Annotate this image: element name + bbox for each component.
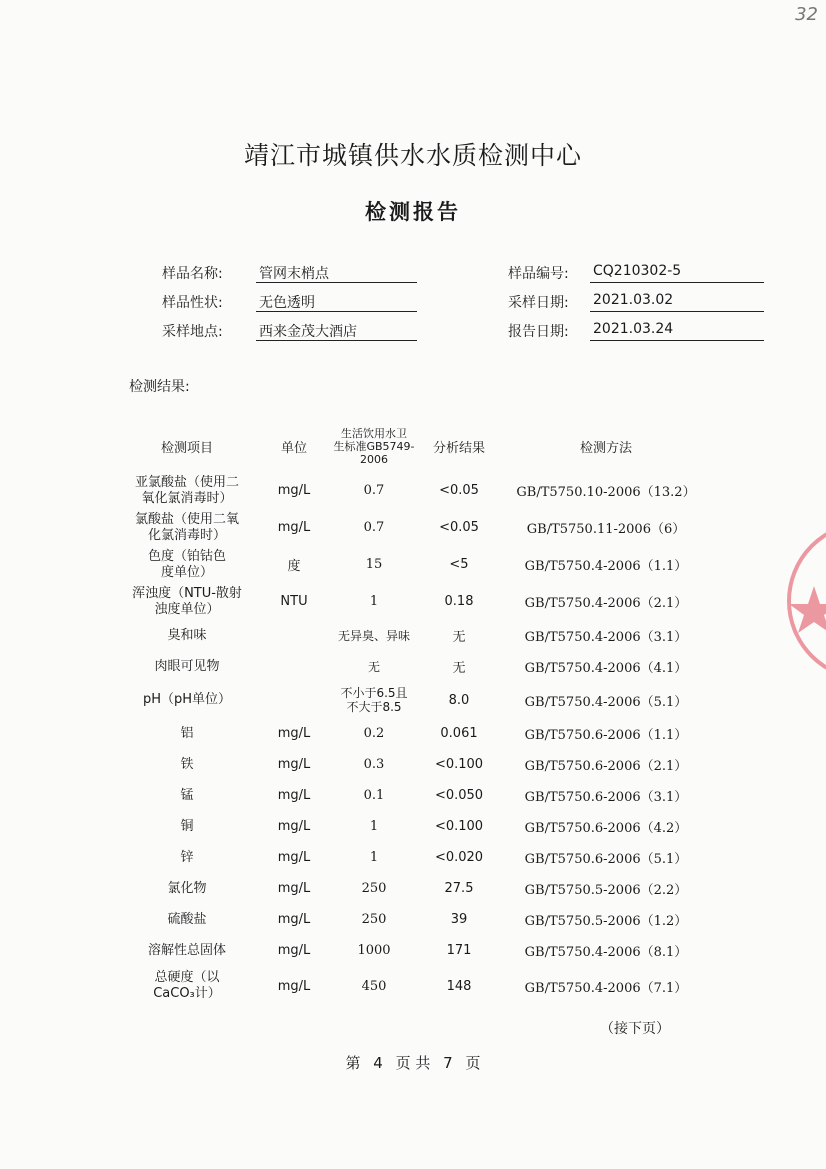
row-method: GB/T5750.4-2006（4.1）	[524, 661, 688, 676]
row-unit: mg/L	[277, 757, 311, 772]
row-item: 氯化物	[167, 880, 207, 896]
row-method: GB/T5750.6-2006（3.1）	[524, 790, 688, 805]
header-method: 检测方法	[579, 440, 632, 456]
row-unit: mg/L	[277, 520, 311, 535]
page-footer	[0, 1052, 826, 1073]
header-unit: 单位	[280, 440, 307, 456]
table-row	[112, 718, 716, 749]
row-limit: 无异臭、异味	[337, 628, 410, 643]
row-method: GB/T5750.6-2006（4.2）	[524, 821, 688, 836]
header-standard-line2: 生标准GB5749-	[333, 439, 415, 453]
footer-page: 4	[373, 1054, 383, 1072]
row-limit: 1	[369, 594, 379, 609]
row-limit: 1000	[357, 943, 391, 958]
row-result: <5	[449, 557, 469, 572]
row-item: 溶解性总固体	[147, 942, 226, 958]
row-result: 无	[452, 661, 466, 676]
row-result: 171	[446, 943, 472, 958]
row-limit: 1	[369, 819, 379, 834]
row-method: GB/T5750.4-2006（7.1）	[524, 980, 688, 996]
table-row	[112, 966, 716, 1006]
row-result: 8.0	[448, 692, 470, 708]
table-row	[112, 811, 716, 842]
row-result: 0.061	[440, 726, 478, 741]
row-method: GB/T5750.4-2006（8.1）	[524, 945, 688, 960]
row-method: GB/T5750.4-2006（2.1）	[524, 596, 688, 611]
row-limit: 450	[361, 978, 387, 994]
sample-name-label: 样品名称:	[162, 266, 223, 282]
row-item: 锰	[180, 787, 194, 803]
footer-total: 7	[443, 1054, 453, 1072]
row-item: 总硬度（以CaCO₃计）	[153, 970, 221, 1001]
row-item: 色度（铂钴色度单位）	[147, 548, 226, 580]
header-standard-line3: 2006	[360, 452, 388, 466]
sample-no-value: CQ210302-5	[590, 263, 764, 283]
sampling-date-label: 采样日期:	[508, 295, 569, 311]
row-method: GB/T5750.4-2006（1.1）	[524, 559, 688, 574]
row-item: 铝	[180, 725, 194, 741]
row-limit: 1	[369, 850, 379, 865]
seal-ring	[789, 523, 826, 679]
table-row	[112, 904, 716, 935]
row-result: <0.100	[434, 819, 484, 834]
seal-stamp-icon	[782, 516, 826, 686]
row-limit: 0.7	[363, 520, 385, 535]
sample-nature-value: 无色透明	[256, 292, 417, 312]
row-limit: 15	[365, 557, 383, 572]
row-limit: 0.7	[363, 483, 385, 498]
row-result: 39	[450, 912, 468, 927]
row-item: 浑浊度（NTU-散射浊度单位）	[132, 585, 242, 617]
sample-nature-label: 样品性状:	[162, 295, 223, 311]
row-unit: mg/L	[277, 819, 311, 834]
sample-no-label: 样品编号:	[508, 266, 569, 282]
header-standard-line1: 生活饮用水卫	[341, 426, 407, 440]
table-header-row	[112, 420, 716, 472]
row-unit: mg/L	[277, 912, 311, 927]
row-limit: 无	[367, 659, 380, 674]
footer-mid: 页 共	[395, 1054, 431, 1072]
footer-prefix: 第	[345, 1054, 361, 1072]
row-item: 氯酸盐（使用二氧化氯消毒时）	[134, 511, 239, 543]
table-row	[112, 620, 716, 651]
row-unit: 度	[287, 559, 301, 574]
table-row	[112, 935, 716, 966]
sample-info	[0, 263, 826, 353]
row-result: 0.18	[444, 594, 474, 609]
row-item: 臭和味	[167, 627, 207, 643]
row-unit	[262, 682, 326, 718]
row-item: pH（pH单位）	[142, 692, 232, 707]
row-limit: 250	[361, 912, 387, 927]
results-table	[112, 420, 716, 1006]
row-item: 硫酸盐	[167, 911, 207, 927]
table-row	[112, 842, 716, 873]
footer-suffix: 页	[465, 1054, 481, 1072]
header-result: 分析结果	[432, 440, 485, 456]
row-item: 铜	[180, 818, 194, 834]
row-method: GB/T5750.5-2006（1.2）	[524, 914, 688, 929]
handwritten-page-number: 32	[795, 4, 818, 25]
row-unit: mg/L	[277, 726, 311, 741]
row-method: GB/T5750.6-2006（2.1）	[524, 759, 688, 774]
row-unit: NTU	[280, 594, 308, 609]
row-method: GB/T5750.10-2006（13.2）	[516, 485, 696, 500]
sample-name-value: 管网末梢点	[256, 263, 417, 283]
row-method: GB/T5750.11-2006（6）	[526, 522, 686, 537]
row-method: GB/T5750.6-2006（5.1）	[524, 852, 688, 867]
row-method: GB/T5750.5-2006（2.2）	[524, 883, 688, 898]
results-label: 检测结果:	[129, 379, 190, 395]
table-row	[112, 873, 716, 904]
row-limit: 0.2	[363, 726, 385, 741]
row-unit: mg/L	[277, 788, 311, 803]
row-item: 铁	[180, 756, 194, 772]
table-row	[112, 780, 716, 811]
row-result: <0.05	[439, 520, 479, 535]
table-row	[112, 583, 716, 620]
row-result: <0.050	[434, 788, 484, 803]
report-date-value: 2021.03.24	[590, 321, 764, 341]
row-result: <0.020	[434, 850, 484, 865]
row-limit: 不小于6.5且不大于8.5	[340, 686, 408, 714]
row-item: 亚氯酸盐（使用二氧化氯消毒时）	[134, 474, 239, 506]
report-date-label: 报告日期:	[508, 324, 569, 340]
sampling-site-label: 采样地点:	[162, 324, 223, 340]
continued-note: （接下页）	[600, 1021, 670, 1037]
row-unit	[262, 651, 326, 682]
row-item: 肉眼可见物	[154, 658, 220, 674]
sampling-date-value: 2021.03.02	[590, 292, 764, 312]
table-row	[112, 472, 716, 509]
sampling-site-value: 西来金茂大酒店	[256, 321, 417, 341]
table-row	[112, 546, 716, 583]
row-result: 27.5	[444, 881, 474, 896]
header-item: 检测项目	[160, 440, 213, 456]
row-limit: 0.1	[363, 788, 385, 803]
table-row	[112, 749, 716, 780]
row-method: GB/T5750.4-2006（3.1）	[524, 630, 688, 645]
row-method: GB/T5750.6-2006（1.1）	[524, 728, 688, 743]
row-unit: mg/L	[277, 483, 311, 498]
row-result: 无	[452, 630, 466, 645]
row-result: 148	[446, 978, 472, 994]
row-method: GB/T5750.4-2006（5.1）	[524, 694, 688, 710]
row-unit	[262, 620, 326, 651]
org-title: 靖江市城镇供水水质检测中心	[243, 141, 582, 170]
row-unit: mg/L	[277, 881, 311, 896]
row-result: <0.05	[439, 483, 479, 498]
table-row	[112, 682, 716, 718]
row-item: 锌	[180, 849, 194, 865]
table-row	[112, 509, 716, 546]
row-unit: mg/L	[277, 943, 311, 958]
row-limit: 250	[361, 881, 387, 896]
row-result: <0.100	[434, 757, 484, 772]
row-limit: 0.3	[363, 757, 385, 772]
row-unit: mg/L	[277, 850, 311, 865]
row-unit: mg/L	[277, 978, 311, 994]
header-standard	[326, 420, 422, 472]
report-title: 检测报告	[365, 200, 461, 224]
table-row	[112, 651, 716, 682]
